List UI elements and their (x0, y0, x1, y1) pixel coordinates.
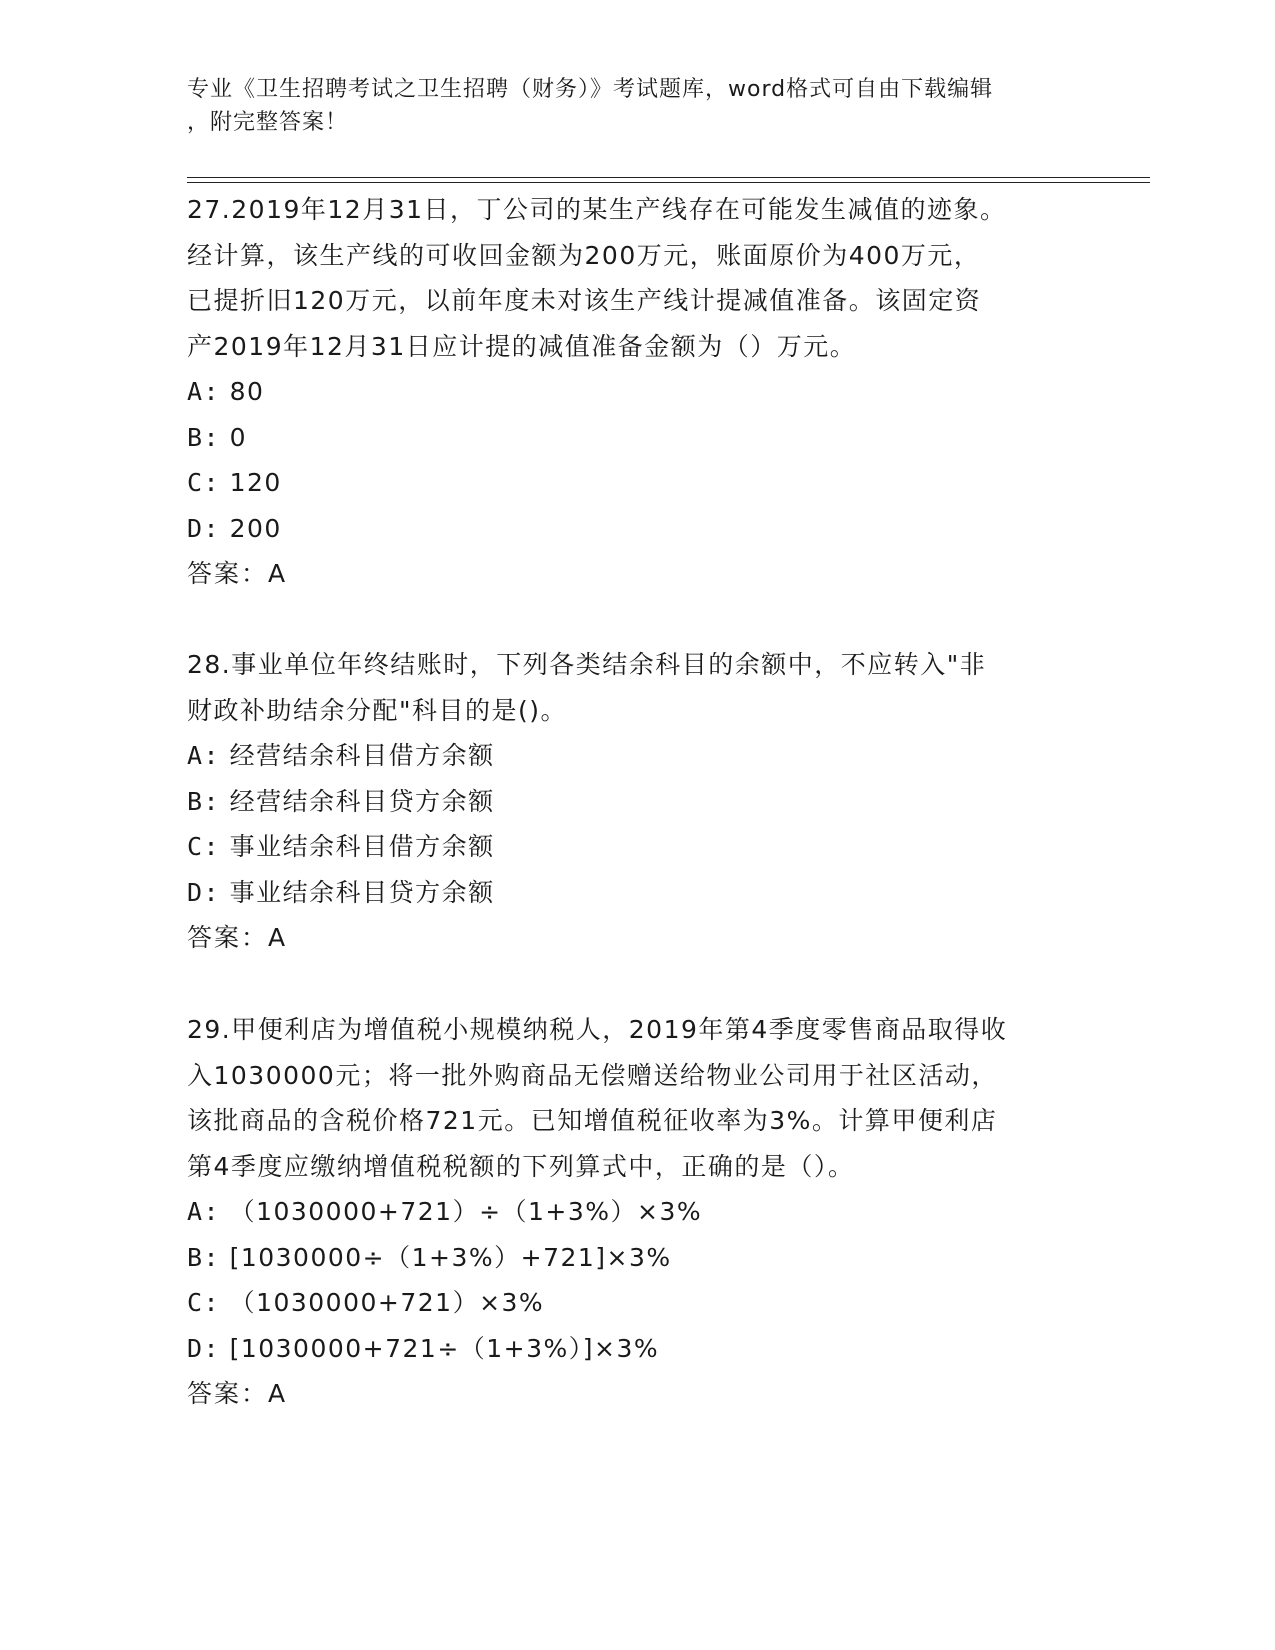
option-text: 200 (229, 513, 282, 543)
question-stem-line: 已提折旧120万元，以前年度未对该生产线计提减值准备。该固定资 (187, 286, 982, 315)
question-stem-line: 入1030000元；将一批外购商品无偿赠送给物业公司用于社区活动， (187, 1060, 998, 1090)
option-text: 事业结余科目借方余额 (229, 832, 495, 861)
question-27 (187, 187, 1087, 597)
option-c (187, 1280, 1087, 1326)
question-28 (187, 642, 1087, 961)
answer-label: 答案： (187, 1379, 269, 1408)
option-letter: A: (187, 377, 221, 406)
option-text: 80 (229, 377, 265, 406)
option-b (187, 415, 1087, 461)
question-29 (187, 1007, 1087, 1417)
header-line-1: 专业《卫生招聘考试之卫生招聘（财务）》考试题库，word格式可自由下载编辑 (187, 77, 994, 102)
option-letter: D: (187, 1333, 221, 1363)
option-d (187, 870, 1087, 916)
option-text: 0 (229, 422, 247, 452)
answer-value: A (268, 1379, 287, 1408)
option-text: 经营结余科目借方余额 (229, 741, 495, 770)
header-divider-bottom (187, 182, 1150, 183)
answer-label: 答案： (187, 923, 269, 952)
question-stem-line: 29.甲便利店为增值税小规模纳税人，2019年第4季度零售商品取得收 (187, 1015, 1008, 1044)
header-divider-top (187, 177, 1150, 178)
answer-line (187, 915, 1087, 961)
option-a (187, 733, 1087, 779)
option-letter: A: (187, 1197, 221, 1226)
option-b (187, 779, 1087, 825)
option-d (187, 506, 1087, 552)
option-letter: D: (187, 877, 221, 907)
option-text: [1030000+721÷（1+3%）]×3% (229, 1333, 660, 1363)
option-text: （1030000+721）×3% (229, 1288, 545, 1317)
answer-label: 答案： (187, 559, 269, 588)
option-letter: C: (187, 468, 221, 497)
option-a (187, 1189, 1087, 1235)
option-text: 120 (229, 468, 282, 497)
option-letter: A: (187, 741, 221, 770)
answer-value: A (268, 559, 287, 588)
option-text: 经营结余科目贷方余额 (229, 786, 495, 816)
question-stem-line: 产2019年12月31日应计提的减值准备金额为（）万元。 (187, 331, 857, 361)
question-stem-line: 该批商品的含税价格721元。已知增值税征收率为3%。计算甲便利店 (187, 1106, 998, 1135)
option-text: （1030000+721）÷（1+3%）×3% (229, 1197, 703, 1226)
option-letter: B: (187, 422, 221, 452)
option-text: [1030000÷（1+3%）+721]×3% (229, 1242, 672, 1272)
question-stem-line: 经计算，该生产线的可收回金额为200万元，账面原价为400万元， (187, 240, 981, 270)
option-c (187, 460, 1087, 506)
question-stem-line: 第4季度应缴纳增值税税额的下列算式中，正确的是（）。 (187, 1151, 855, 1181)
question-stem-line: 28.事业单位年终结账时，下列各类结余科目的余额中，不应转入"非 (187, 650, 987, 679)
answer-value: A (268, 923, 287, 952)
option-b (187, 1235, 1087, 1281)
option-a (187, 369, 1087, 415)
option-d (187, 1326, 1087, 1372)
option-letter: B: (187, 1242, 221, 1272)
option-letter: B: (187, 786, 221, 816)
header-line-2: ，附完整答案！ (187, 110, 349, 135)
answer-line (187, 551, 1087, 597)
answer-line (187, 1371, 1087, 1417)
option-text: 事业结余科目贷方余额 (229, 877, 495, 907)
option-c (187, 824, 1087, 870)
question-stem-line: 27.2019年12月31日，丁公司的某生产线存在可能发生减值的迹象。 (187, 195, 1007, 224)
question-stem-line: 财政补助结余分配"科目的是()。 (187, 695, 568, 725)
document-header (187, 73, 1087, 139)
option-letter: C: (187, 1288, 221, 1317)
option-letter: C: (187, 832, 221, 861)
option-letter: D: (187, 513, 221, 543)
